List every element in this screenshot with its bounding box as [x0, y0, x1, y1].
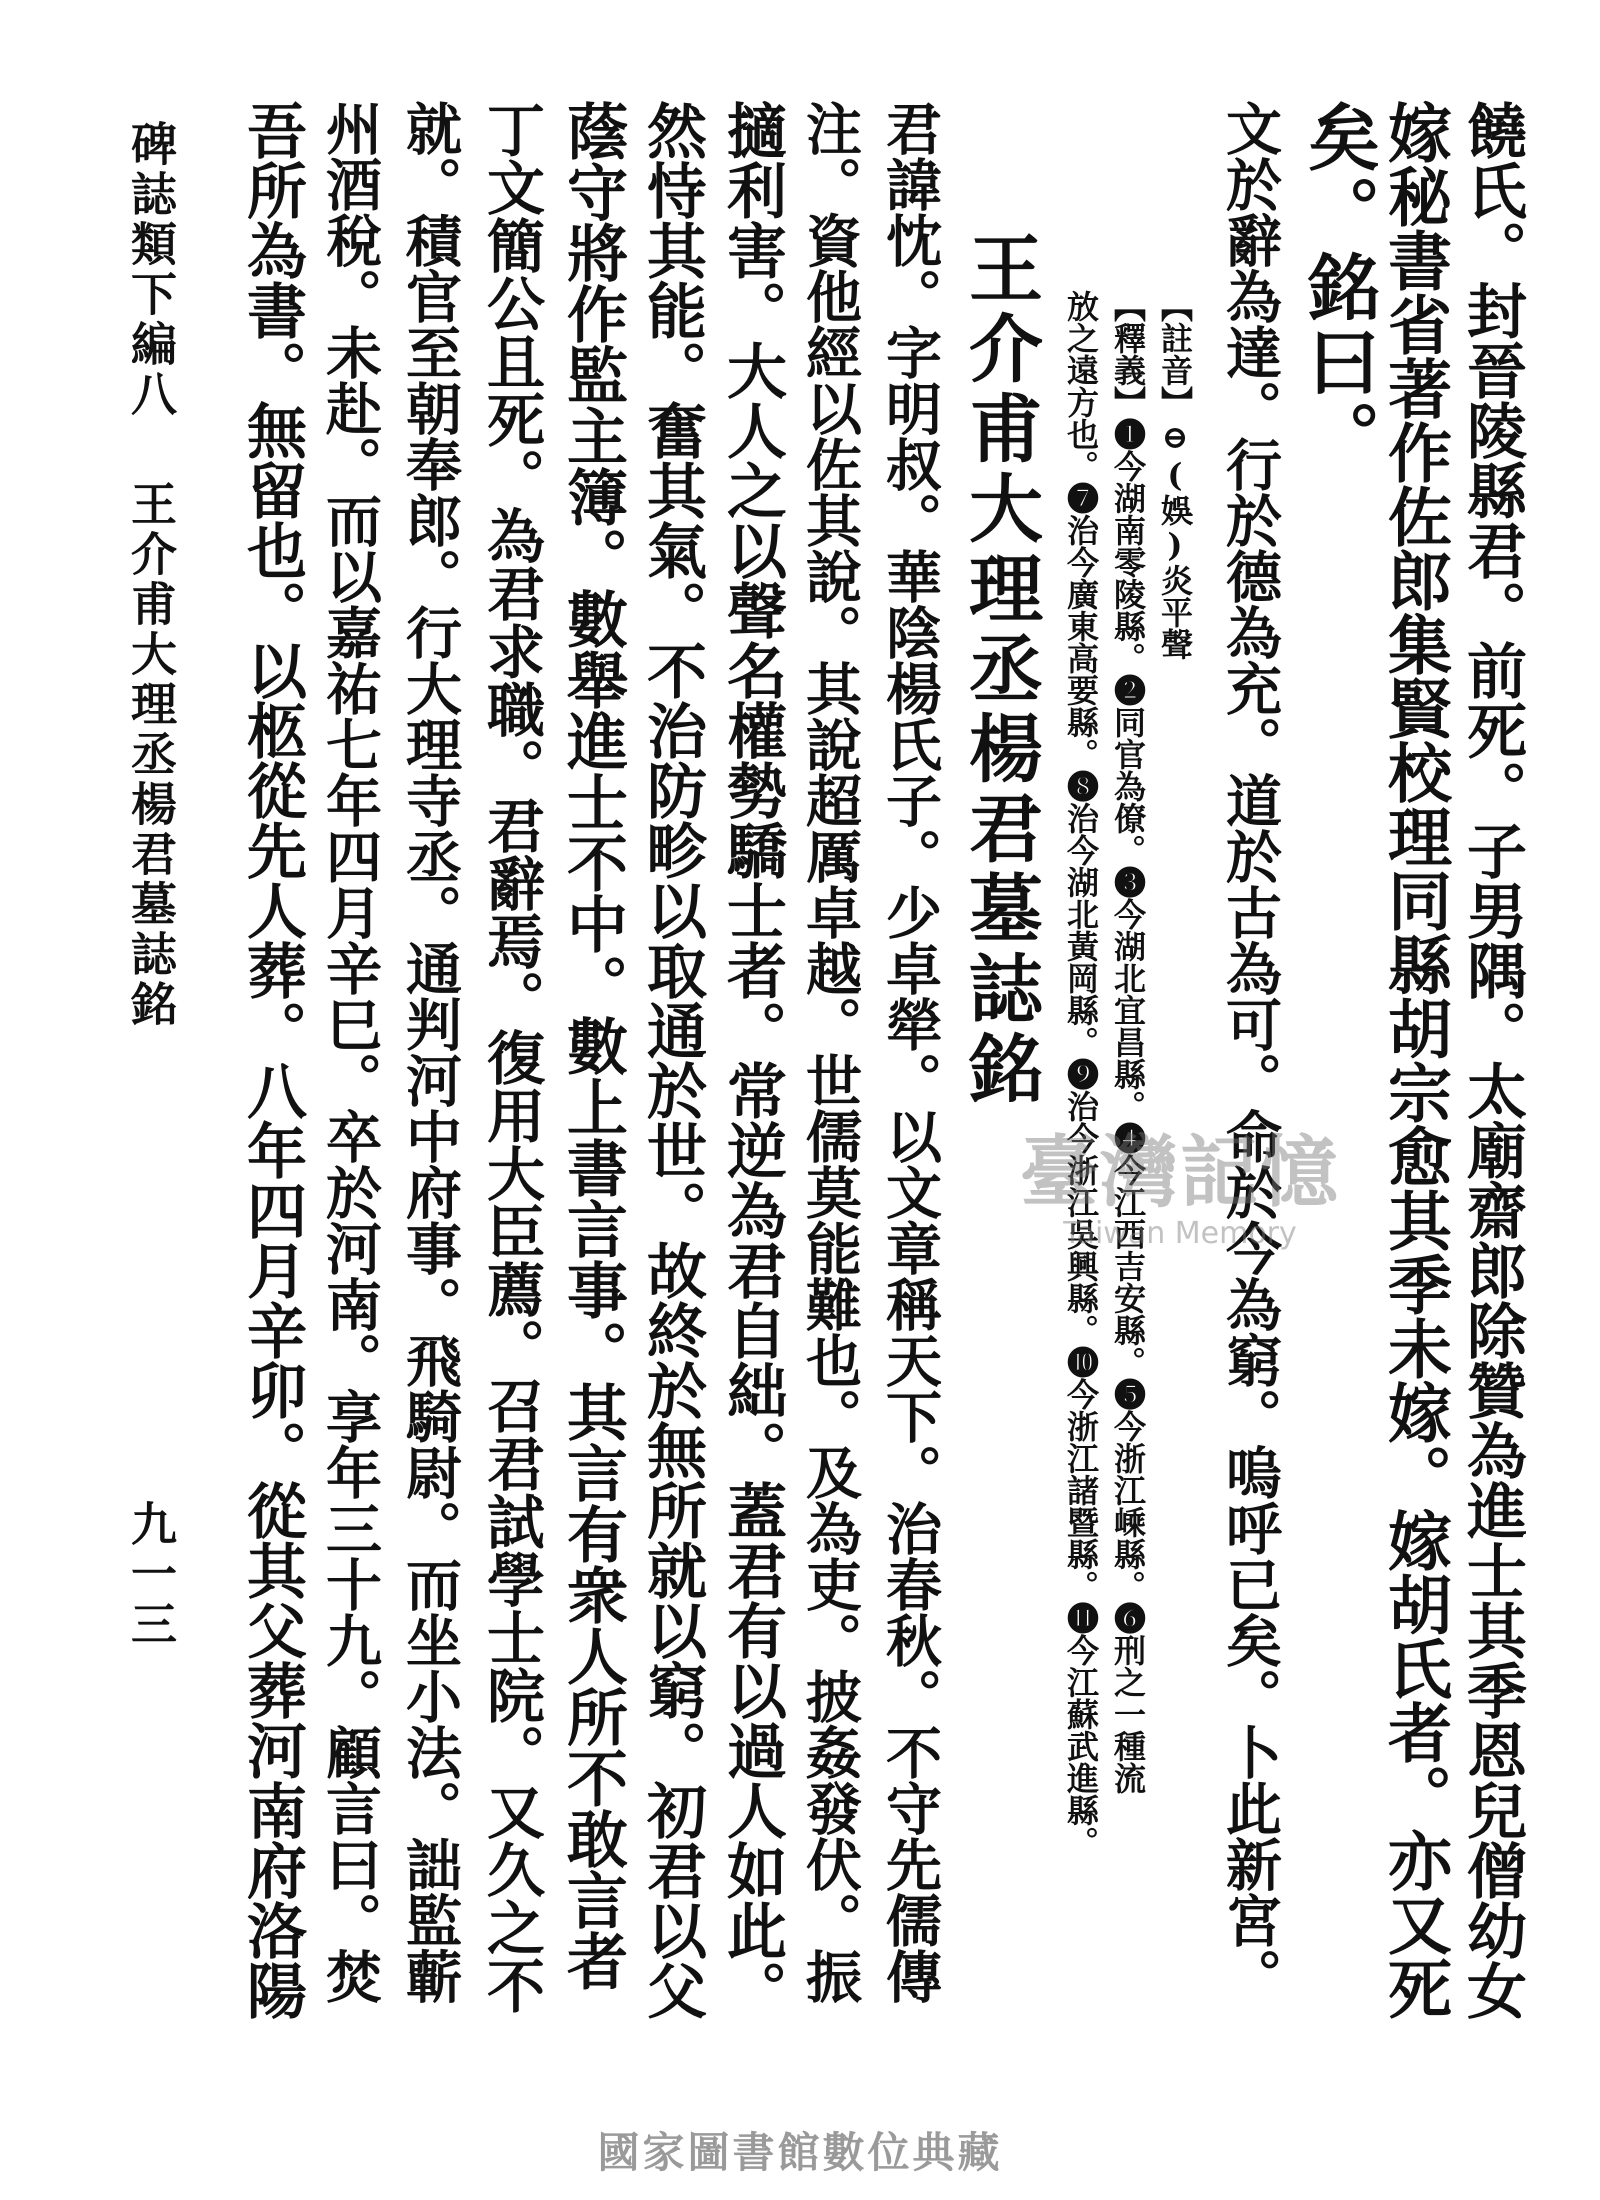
epitaph-column-4: 然恃其能。奮其氣。不治防畛以取通於世。故終於無所就以窮。初君以父 — [637, 100, 707, 2020]
note-zhuyin: 【註音】⊖(娛)炎平聲 — [1156, 290, 1194, 660]
footer-section: 碑誌類下編八 — [124, 120, 178, 420]
epitaph-column-6: 丁文簡公且死。為君求職。君辭焉。復用大臣薦。召君試學士院。又久之不 — [477, 100, 545, 2014]
epitaph-title: 王介甫大理丞楊君墓誌銘 — [957, 230, 1043, 1110]
epitaph-column-2: 注。資他經以佐其說。其說超厲卓越。世儒莫能難也。及為吏。披姦發伏。振 — [797, 100, 863, 2004]
watermark — [1010, 1110, 1350, 1251]
epitaph-column-8: 州酒稅。未赴。而以嘉祐七年四月辛巳。卒於河南。享年三十九。顧言曰。焚 — [317, 100, 383, 2004]
footer-running-title: 王介甫大理丞楊君墓誌銘 — [124, 480, 178, 1030]
watermark-chinese: 臺灣記憶 — [1019, 1128, 1340, 1218]
epitaph-column-1: 君諱忱。字明叔。華陰楊氏子。少卓犖。以文章稱天下。治春秋。不守先儒傳 — [877, 100, 943, 2004]
epitaph-column-9: 吾所為書。無留也。以柩從先人葬。八年四月辛卯。從其父葬河南府洛陽 — [237, 100, 307, 2020]
note-shiyi: 【釋義】❶今湖南零陵縣。❷同官為僚。❸今湖北宜昌縣。❹今江西吉安縣。❺今浙江嵊縣。❻刑之一種流 — [1109, 290, 1147, 1794]
library-credit: 國家圖書館數位典藏 — [597, 2128, 1003, 2177]
epitaph-column-5: 蔭守將作監主簿。數舉進士不中。數上書言事。其言有衆人所不敢言者 — [557, 100, 628, 1991]
body-column-2: 嫁秘書省著作佐郎集賢校理同縣胡宗愈其季未嫁。嫁胡氏者。亦又死 — [1377, 100, 1452, 2020]
body-column-4: 文於辭為達。行於德為充。道於古為可。命於今為窮。嗚呼已矣。卜此新宮。 — [1217, 100, 1283, 2004]
epitaph-column-3: 擿利害。大人之以聲名權勢驕士者。常逆為君自絀。蓋君有以過人如此。 — [717, 100, 787, 2020]
watermark-english: Taiwan Memory — [1063, 1216, 1297, 1251]
page-number: 九一三 — [124, 1500, 178, 1650]
note-shiyi-continued: 放之遠方也。❼治今廣東高要縣。❽治今湖北黃岡縣。❾治今浙江吳興縣。❿今浙江諸暨縣。⓫今江蘇武進縣。 — [1062, 290, 1100, 1858]
epitaph-column-7: 就。積官至朝奉郎。行大理寺丞。通判河中府事。飛騎尉。而坐小法。詘監蘄 — [397, 100, 463, 2004]
body-column-3: 矣。銘曰。 — [1296, 100, 1381, 475]
body-column-1: 饒氏。封晉陵縣君。前死。子男隅。太廟齋郎除贊為進士其季恩兒僧幼女 — [1457, 100, 1527, 2020]
